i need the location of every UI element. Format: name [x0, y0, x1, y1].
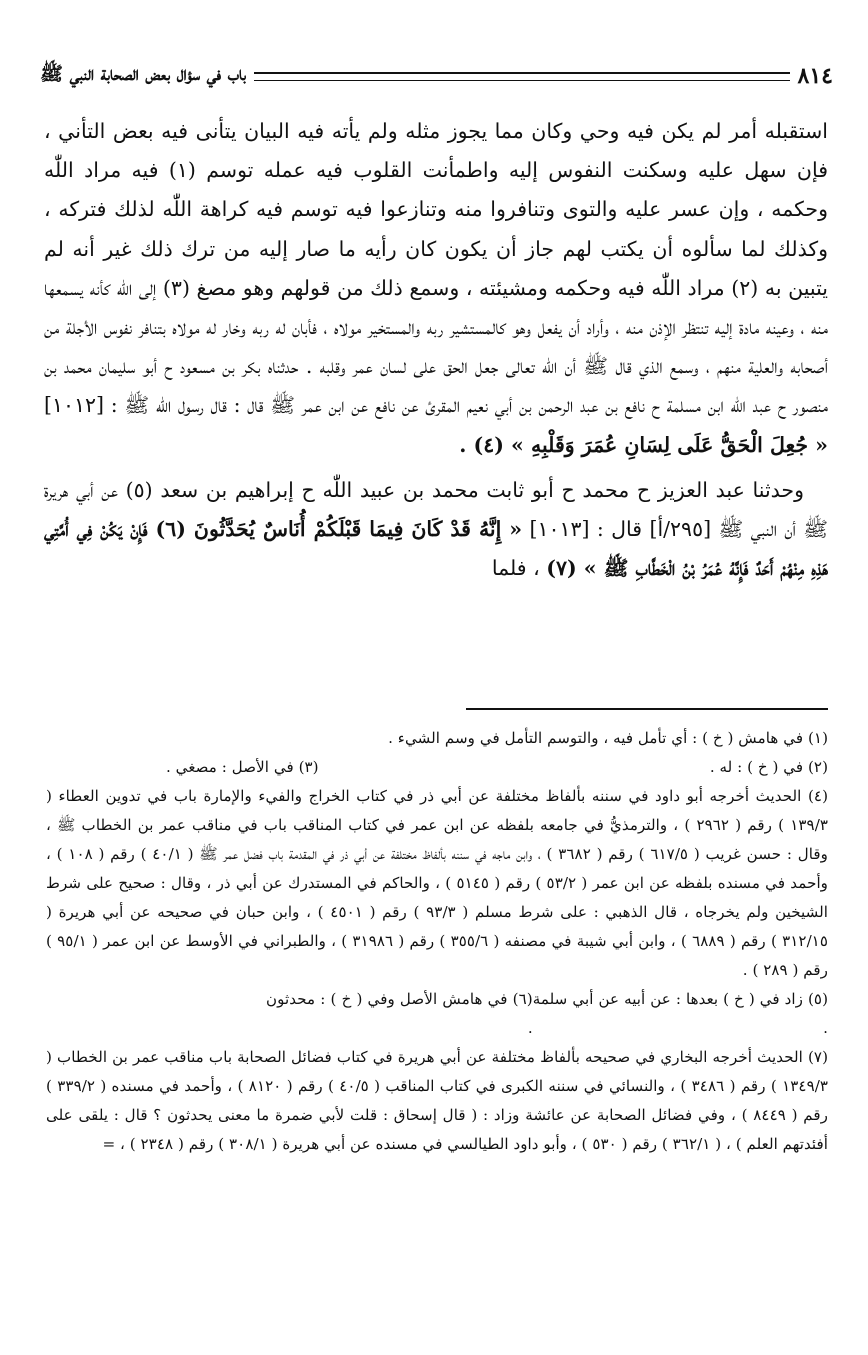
- paragraph-1: [44, 112, 828, 465]
- footnote-1: (١) في هامش ( خ ) : أي تأمل فيه ، والتوسم التأمل في وسم الشيء .: [388, 729, 828, 747]
- page-number: ٨١٤: [797, 63, 833, 89]
- footnote-5: (٥) زاد في ( خ ) بعدها : عن أبيه عن أبي سلمة .: [532, 990, 828, 1037]
- main-text: [44, 112, 828, 588]
- footnote-7: (٧) الحديث أخرجه البخاري في صحيحه بألفاظ مختلفة عن أبي هريرة في كتاب فضائل الصحابة باب مناقب عمر بن الخطاب ( ١٣٤٩/٣ ) رقم ( ٣٤٨٦ ) ، والنسائي في سننه الكبرى في كتاب المناقب ( ٤٠/٥ ) رقم ( ٨١٢٠ ) ، وأحمد في مسنده ( ٣٣٩/٢ ) رقم ( ٨٤٤٩ ) ، وفي فضائل الصحابة عن عائشة وزاد : ( قال إسحاق : قلت لأبي ضمرة ما معنى يحدثون ؟ قال : يلقى على أفئدتهم العلم ) ، ( ٣٦٢/١ ) رقم ( ٥٣٠ ) ، وأبو داود الطيالسي في مسنده عن أبي هريرة ( ٣٠٨/١ ) رقم ( ٢٣٤٨ ) ، =: [46, 1048, 828, 1153]
- footnote-2: (٢) في ( خ ) : له .: [709, 758, 828, 776]
- footnote-row-2-3: [46, 753, 828, 782]
- paragraph-2-end: ، فلما: [491, 556, 540, 581]
- paragraph-2: [44, 471, 828, 589]
- footnote-6: (٦) في هامش الأصل وفي ( خ ) : محدثون .: [266, 990, 533, 1037]
- chapter-title: باب في سؤال بعض الصحابة النبي ﷺ: [40, 63, 247, 85]
- header-rule: [254, 72, 789, 81]
- paragraph-2-intro: وحدثنا عبد العزيز ح محمد ح أبو ثابت محمد بن عبيد اللّٰه ح إبراهيم بن سعد (٥) عن أبي هريرة ﷺ أن النبي ﷺ [٢٩٥/أ] قال : [١٠١٣]: [44, 477, 828, 542]
- footnote-3: (٣) في الأصل : مصغي .: [166, 758, 319, 776]
- footnote-row-5-6: [46, 985, 828, 1043]
- hadith-1013: « إِنَّهُ قَدْ كَانَ فِيمَا قَبْلَكُمْ أُنَاسٌ يُحَدَّثُونَ (٦) فَإِنْ يَكُنْ فِي أُمَّتِي هَذِهِ مِنْهُمْ أَحَدٌ فَإِنَّهُ عُمَرُ بْنُ الْخَطَّابِ ﷺ » (٧): [44, 517, 828, 581]
- footnote-divider: [466, 708, 828, 710]
- footnote-4: (٤) الحديث أخرجه أبو داود في سننه بألفاظ مختلفة عن أبي ذر في كتاب الخراج والفيء والإمارة باب في تدوين العطاء ( ١٣٩/٣ ) رقم ( ٢٩٦٢ ) ، والترمذيُّ في جامعه بلفظه عن ابن عمر في كتاب المناقب باب في مناقب عمر بن الخطاب ﷺ ، وقال : حسن غريب ( ٦١٧/٥ ) رقم ( ٣٦٨٢ ) ، وابن ماجه في سننه بألفاظ مختلفة عن أبي ذر في المقدمة باب فضل عمر ﷺ ( ٤٠/١ ) رقم ( ١٠٨ ) ، وأحمد في مسنده بلفظه عن ابن عمر ( ٥٣/٢ ) رقم ( ٥١٤٥ ) ، والحاكم في المستدرك عن أبي ذر ، وقال : صحيح على شرط الشيخين ولم يخرجاه ، قال الذهبي : على شرط مسلم ( ٩٣/٣ ) رقم ( ٤٥٠١ ) ، وابن حبان في صحيحه عن أبي هريرة ( ٣١٢/١٥ ) رقم ( ٦٨٨٩ ) ، وابن أبي شيبة في مصنفه ( ٣٥٥/٦ ) رقم ( ٣١٩٨٦ ) ، والطبراني في الأوسط عن ابن عمر ( ٩٥/١ ) رقم ( ٢٨٩ ) .: [46, 787, 829, 979]
- footnotes: [46, 724, 828, 1159]
- page-header: [40, 58, 833, 94]
- paragraph-1-text: استقبله أمر لم يكن فيه وحي وكان مما يجوز مثله ولم يأته فيه البيان يتأنى فيه بعض التأني ، فإن سهل عليه وسكنت النفوس إليه واطمأنت القلوب فيه عمله توسم (١) فيه مراد اللّٰه وحكمه ، وإن عسر عليه والتوى وتنافروا منه وتنازعوا فيه توسم فيه كراهة اللّٰه لذلك فتركه ، وكذلك لما سألوه أن يكتب لهم جاز أن يكون كان رأيه ما صار إليه من ترك ذلك غير أنه لم يتبين به (٢) مراد اللّٰه فيه وحكمه ومشيئته ، وسمع ذلك من قولهم وهو مصغ (٣) إلى اللّٰه كأنه يسمعها منه ، وعينه مادة إليه تنتظر الإذن منه ، وأراد أن يفعل وهو كالمستشير ربه والمستخير مولاه ، فأبان له ربه وخار له مولاه بتنافر نفوس الأجلة من أصحابه والعلية منهم ، وسمع الذي قال ﷺ أن اللّٰه تعالى جعل الحق على لسان عمر وقلبه . حدثناه بكر بن مسعود ح أبو سليمان محمد بن منصور ح عبد اللّٰه ابن مسلمة ح نافع بن عبد الرحمن بن أبي نعيم المقرئ عن نافع عن ابن عمر ﷺ قال : قال رسول اللّٰه ﷺ : [١٠١٢]: [44, 119, 829, 418]
- hadith-1012: « جُعِلَ الْحَقُّ عَلَى لِسَانِ عُمَرَ وَقَلْبِهِ » (٤) .: [459, 432, 828, 457]
